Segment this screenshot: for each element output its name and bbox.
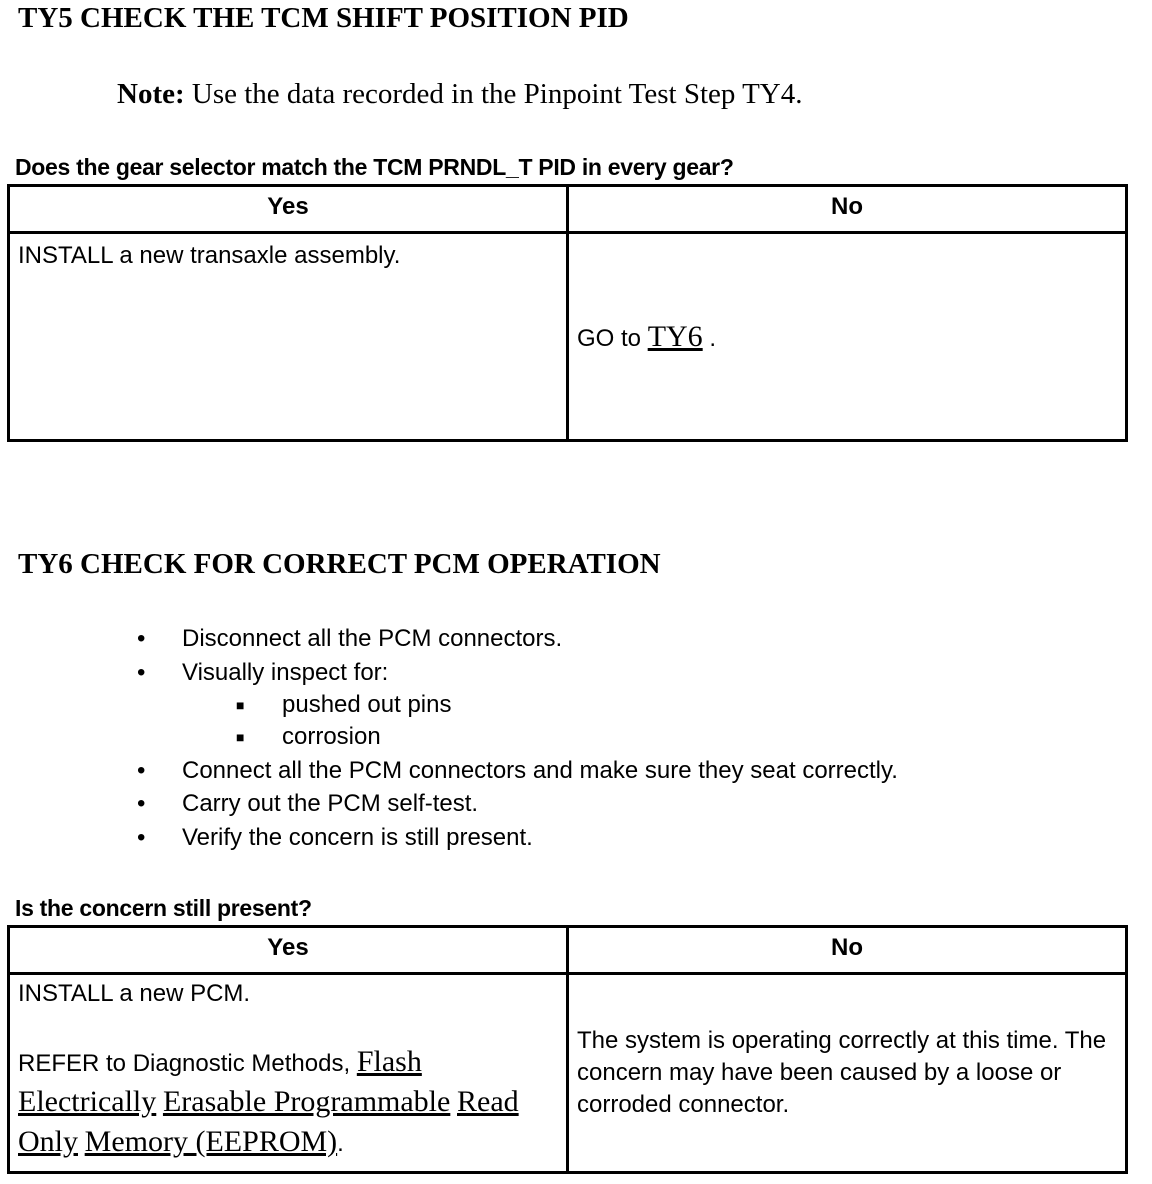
no-cell: GO to TY6 . (568, 233, 1127, 441)
yes-header: Yes (9, 927, 568, 974)
bullet-item: • Carry out the PCM self-test. (137, 790, 479, 817)
memory-eeprom-link[interactable]: Memory (EEPROM) (84, 1125, 338, 1158)
ty6-table (7, 925, 1128, 1174)
note (117, 78, 803, 111)
flash-link[interactable]: Flash (356, 1045, 422, 1078)
no-header: No (568, 927, 1127, 974)
no-header: No (568, 186, 1127, 233)
sub-bullet-item: ■ corrosion (236, 723, 381, 750)
no-cell: The system is operating correctly at this time. The concern may have been caused by a loose or corroded connector. (568, 974, 1127, 1173)
yes-header: Yes (9, 186, 568, 233)
bullet-item: • Verify the concern is still present. (137, 824, 533, 851)
bullet-item: • Visually inspect for: (137, 659, 389, 686)
erasable-programmable-link[interactable]: Erasable Programmable (162, 1085, 451, 1118)
yes-cell: INSTALL a new transaxle assembly. (9, 233, 568, 441)
ty5-question: Does the gear selector match the TCM PRNDL_T PID in every gear? (15, 154, 734, 180)
note-label: Note: (117, 78, 185, 110)
ty5-table (7, 184, 1128, 442)
note-text: Use the data recorded in the Pinpoint Test Step TY4. (184, 78, 803, 110)
bullet-item: • Connect all the PCM connectors and make sure they seat correctly. (137, 757, 898, 784)
yes-cell: INSTALL a new PCM. REFER to Diagnostic Methods, Flash Electrically Erasable Programmable Read Only Memory (EEPROM). (9, 974, 568, 1173)
electrically-link[interactable]: Electrically (18, 1085, 157, 1118)
ty6-question: Is the concern still present? (15, 895, 312, 921)
sub-bullet-item: ■ pushed out pins (236, 691, 452, 718)
ty6-heading: TY6 CHECK FOR CORRECT PCM OPERATION (18, 548, 661, 580)
ty6-link[interactable]: TY6 (647, 319, 703, 353)
read-only-link[interactable]: Read Only (18, 1085, 519, 1158)
ty5-heading: TY5 CHECK THE TCM SHIFT POSITION PID (18, 2, 629, 34)
bullet-item: • Disconnect all the PCM connectors. (137, 625, 563, 652)
